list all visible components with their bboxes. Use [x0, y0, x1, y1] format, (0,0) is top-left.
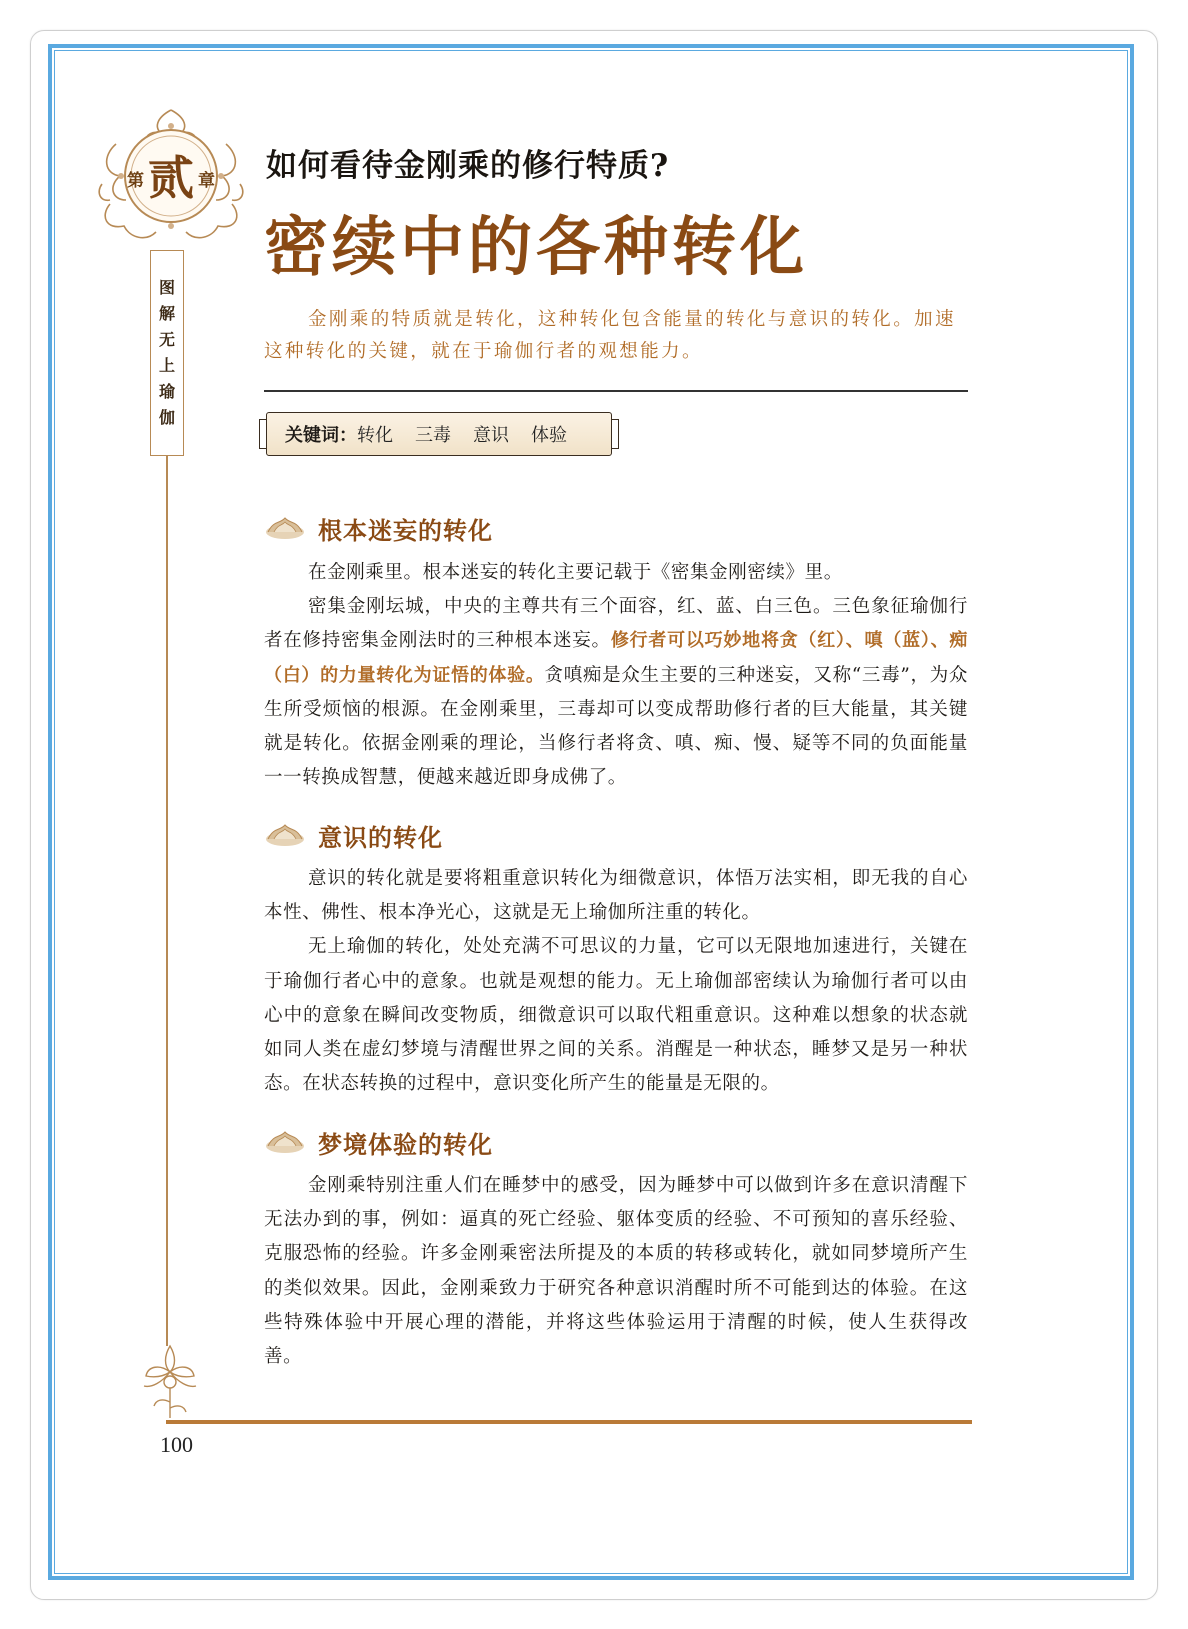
- footer-rule: [166, 1420, 972, 1424]
- keyword: 转化: [357, 425, 393, 446]
- chapter-numeral: 贰: [148, 151, 194, 205]
- divider: [264, 390, 968, 392]
- section-body: [264, 1169, 968, 1374]
- book-title-char: 瑜: [158, 382, 175, 401]
- book-title-char: 无: [158, 330, 175, 349]
- keywords-label: 关键词：: [285, 425, 357, 446]
- lotus-ornament-icon: [138, 1342, 202, 1422]
- keyword: 三毒: [415, 425, 451, 446]
- paragraph: [264, 590, 968, 795]
- paragraph: 无上瑜伽的转化，处处充满不可思议的力量，它可以无限地加速进行，关键在于瑜伽行者心中的意象。也就是观想的能力。无上瑜伽部密续认为瑜伽行者可以由心中的意象在瞬间改变物质，细微意识可以取代粗重意识。这种难以想象的状态就如同人类在虚幻梦境与清醒世界之间的关系。消醒是一种状态，睡梦又是另一种状态。在状态转换的过程中，意识变化所产生的能量是无限的。: [264, 936, 968, 1095]
- paragraph: 在金刚乘里。根本迷妄的转化主要记载于《密集金刚密续》里。: [308, 562, 843, 583]
- book-title-char: 解: [158, 304, 175, 323]
- paragraph: 意识的转化就是要将粗重意识转化为细微意识，体悟万法实相，即无我的自心本性、佛性、根本净光心，这就是无上瑜伽所注重的转化。: [264, 868, 968, 924]
- section-title: 根本迷妄的转化: [318, 516, 493, 545]
- chapter-label-left: 第: [127, 170, 144, 191]
- page-subtitle: 如何看待金刚乘的修行特质?: [266, 148, 670, 184]
- book-title-vertical: [150, 250, 184, 456]
- book-title-char: 图: [158, 278, 175, 297]
- section-title: 意识的转化: [318, 823, 443, 852]
- lotus-bullet-icon: [264, 1128, 306, 1156]
- chapter-emblem: [96, 104, 246, 252]
- page-title: 密续中的各种转化: [264, 210, 808, 285]
- paragraph-text: 密集金刚坛城，中央的主尊共有三个面容，红、蓝、白三色。三色象征瑜伽行者在修持密集金刚法时的三种根本迷妄。: [264, 596, 968, 652]
- section-heading: [264, 1124, 493, 1160]
- intro-paragraph: 金刚乘的特质就是转化，这种转化包含能量的转化与意识的转化。加速这种转化的关键，就在于瑜伽行者的观想能力。: [264, 309, 956, 362]
- keywords-box: [266, 412, 612, 456]
- lotus-bullet-icon: [264, 514, 306, 542]
- sidebar-rule: [166, 456, 168, 1346]
- lotus-bullet-icon: [264, 821, 306, 849]
- paragraph: 金刚乘特别注重人们在睡梦中的感受，因为睡梦中可以做到许多在意识清醒下无法办到的事，例如：逼真的死亡经验、躯体变质的经验、不可预知的喜乐经验、克服恐怖的经验。许多金刚乘密法所提及的本质的转移或转化，就如同梦境所产生的类似效果。因此，金刚乘致力于研究各种意识消醒时所不可能到达的体验。在这些特殊体验中开展心理的潜能，并将这些体验运用于清醒的时候，使人生获得改善。: [264, 1175, 968, 1368]
- keyword: 体验: [531, 425, 567, 446]
- section-body: [264, 862, 968, 1101]
- section-body: [264, 556, 968, 795]
- paragraph-text: 贪嗔痴是众生主要的三种迷妄，又称“三毒”，为众生所受烦恼的根源。在金刚乘里，三毒却可以变成帮助修行者的巨大能量，其关键就是转化。依据金刚乘的理论，当修行者将贪、嗔、痴、慢、疑等不同的负面能量一一转换成智慧，便越来越近即身成佛了。: [264, 664, 968, 789]
- highlighted-text: 修行者可以巧妙地将贪（红）、嗔（蓝）、痴（白）的力量转化为证悟的体验。: [264, 630, 968, 686]
- chapter-label-right: 章: [198, 170, 215, 191]
- section-title: 梦境体验的转化: [318, 1130, 493, 1159]
- section-heading: [264, 817, 443, 853]
- book-title-char: 上: [158, 356, 175, 375]
- book-title-char: 伽: [158, 408, 175, 427]
- section-heading: [264, 510, 493, 546]
- keyword: 意识: [473, 425, 509, 446]
- page-number: 100: [160, 1432, 193, 1457]
